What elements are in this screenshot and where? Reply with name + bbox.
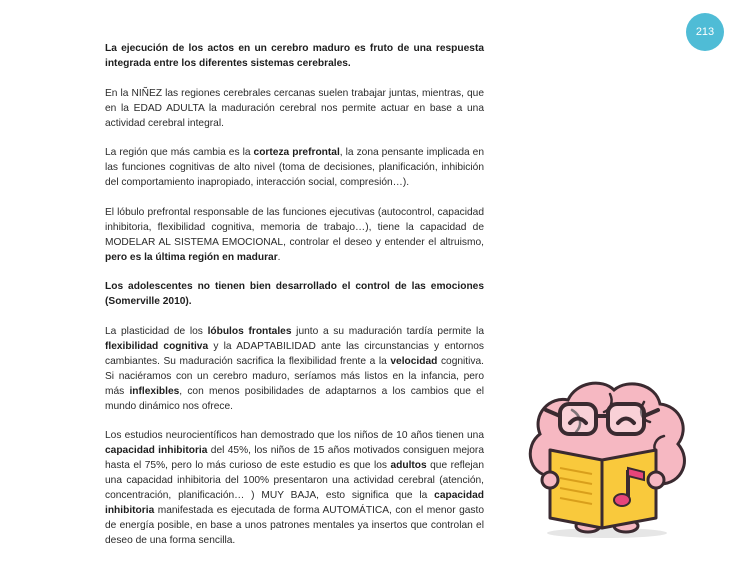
text-run: que reflejan una capacidad inhibitoria del 100% presentaron una actividad cerebral (atención, concentración, planificación… ) MUY BAJA, esto significa que la	[105, 460, 484, 502]
text-run: La región que más cambia es la	[105, 147, 254, 159]
text-run: Los estudios neurocientíficos han demostrado que los niños de 10 años tienen una	[105, 430, 484, 442]
paragraph	[105, 429, 484, 548]
paragraph	[105, 87, 484, 132]
paragraph	[105, 280, 484, 310]
paragraph	[105, 206, 484, 266]
text-run: , la zona pensante implicada en las funciones cognitivas de alto nivel (toma de decisiones, planificación, inhibición del comportamiento inapropiado, interacción social, compresión…).	[105, 147, 484, 189]
bold-text: flexibilidad cognitiva	[105, 341, 209, 353]
text-run: El lóbulo prefrontal responsable de las funciones ejecutivas (autocontrol, capacidad inhibitoria, flexibilidad cognitiva, memoria de trabajo…), tiene la capacidad de MODELAR AL SISTEMA EMOCIONAL, controlar el deseo y entender el altruismo,	[105, 206, 484, 248]
bold-text: capacidad inhibitoria	[105, 445, 208, 457]
text-run: manifestada es ejecutada de forma AUTOMÁTICA, con el menor gasto de energía posible, en base a unos patrones mentales ya insertos que controlan el deseo de una forma sencilla.	[105, 505, 484, 546]
text-run: En la NIÑEZ las regiones cerebrales cercanas suelen trabajar juntas, mientras, que en la EDAD ADULTA la maduración cerebral nos permite actuar en base a una actividad cerebral integral.	[105, 87, 484, 129]
text-run: junto a su maduración tardía permite la	[291, 326, 484, 338]
text-run: del 45%, los niños de 15 años motivados consiguen mejora hasta el 75%, pero lo más curioso de este estudio es que los	[105, 445, 484, 472]
text-run: , con menos posibilidades de adaptarnos a los cambios que el mundo dinámico nos ofrece.	[105, 385, 485, 412]
bold-text: adultos	[390, 460, 427, 472]
bold-text: Los adolescentes no tienen bien desarrollado el control de las emociones (Somerville 2010).	[105, 281, 484, 308]
bold-text: corteza prefrontal	[253, 147, 340, 159]
paragraph	[105, 42, 484, 72]
page-number: 213	[695, 26, 715, 38]
bold-text: La ejecución de los actos en un cerebro maduro es fruto de una respuesta integrada entre los diferentes sistemas cerebrales.	[105, 43, 484, 69]
bold-text: capacidad inhibitoria	[105, 490, 484, 516]
text-run: .	[277, 251, 281, 263]
text-run: y la ADAPTABILIDAD ante las circunstancias y entornos cambiantes. Su maduración sacrifica la flexibilidad frente a la	[105, 341, 485, 367]
page-number-badge	[686, 13, 724, 51]
body-text	[105, 42, 484, 564]
text-run: cognitiva. Si naciéramos con un cerebro maduro, seríamos más listos en la infancia, pero más	[105, 355, 484, 397]
paragraph	[105, 146, 484, 191]
bold-text: pero es la última región en madurar	[105, 251, 278, 263]
brain-reading-book-icon	[510, 376, 702, 542]
bold-text: lóbulos frontales	[207, 326, 292, 338]
bold-text: velocidad	[390, 355, 438, 367]
text-run: La plasticidad de los	[105, 326, 208, 338]
bold-text: inflexibles	[129, 385, 180, 397]
paragraph	[105, 325, 484, 414]
